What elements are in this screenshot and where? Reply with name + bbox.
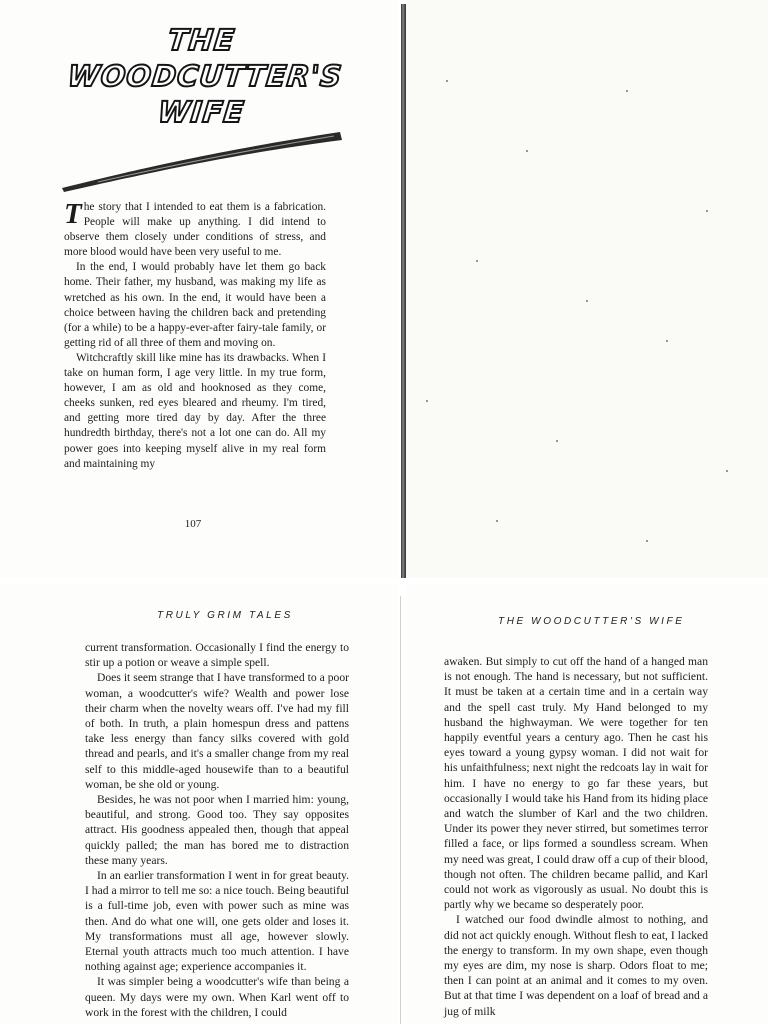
blank-page [406, 0, 768, 578]
paragraph: In an earlier transformation I went in for great beauty. I had a mirror to tell me so: a nice touch. Being beautiful is a full-time job, even with power such as mine was then. And do what one will, one gets older and loses it. My transformations must all age, however slowly. Eternal youth attracts much too much attention. I have nothing against age; experience accompanies it. [85, 869, 349, 974]
page-number: 107 [184, 518, 202, 530]
left-text-page [0, 584, 398, 1024]
right-text-page [406, 584, 768, 1024]
paragraph: awaken. But simply to cut off the hand of a hanged man is not enough. The hand is necessary, but not sufficient. It must be taken at a certain time and in a certain way and the spell cast truly. My Hand belonged to my husband the highwayman. We were together for ten happily eventful years a century ago. Then he cast his eyes toward a young gypsy woman. I did not wait for his unfaithfulness; next night the redcoats lay in wait for him. I have no energy to go far these years, but occasionally I would take his Hand from its hiding place and watch the slumber of Karl and the two children. Under its power they never stirred, but sometimes terror filled a face, or lips formed a soundless scream. When my need was great, I could draw off a cup of their blood, though not often. The children became pallid, and Karl could not work as vigorously as usual. No doubt this is partly why we became so desperately poor. [444, 655, 708, 912]
paragraph: I watched our food dwindle almost to nothing, and did not act quickly enough. Without flesh to eat, I lacked the energy to transform. In my own shape, even though my eyes are dim, my nose is sharp. Odors float to me; then I can point at an animal and it comes to my oven. But at that time I was dependent on a loaf of bread and a jug of milk [444, 913, 708, 1018]
paragraph: In the end, I would probably have let them go back home. Their father, my husband, was making my life as wretched as his own. In the end, it would have been a choice between having the children back and pretending (for a while) to be a happy-ever-after fairy-tale family, or getting rid of all three of them and moving on. [64, 261, 326, 349]
brush-stroke-ornament [58, 122, 348, 194]
title-line-1: THE [166, 23, 237, 57]
title-page [0, 0, 398, 578]
title-line-2: WOODCUTTER'S [66, 59, 344, 93]
paragraph: Does it seem strange that I have transformed to a poor woman, a woodcutter's wife? Wealth and power lose their charm when the novelty wears off. I've had my fill of both. In truth, a plain homespun dress and pattens take less energy than fancy silks covered with gold thread and pearls, and it's a smaller change from my real self to this middle-aged housewife than to a beautiful woman, be she old or young. [85, 671, 349, 791]
paragraph: he story that I intended to eat them is a fabrication. People will make up anything. I did intend to observe them closely under conditions of stress, and more blood would have been very useful to me. [64, 201, 326, 259]
left-page-text [85, 640, 349, 1020]
title-line-3: WIFE [156, 95, 247, 129]
drop-cap: T [64, 198, 82, 230]
story-opening-text [64, 200, 326, 472]
paragraph: Witchcraftly skill like mine has its drawbacks. When I take on human form, I age very little. In my true form, however, I am as old and hooknosed as they come, cheeks sunken, red eyes bleared and rheumy. I'm tired, and getting more tired day by day. After the three hundredth birthday, there's not a lot one can do. All my power goes into keeping myself alive in my real form and maintaining my [64, 351, 326, 470]
running-head: TRULY GRIM TALES [157, 610, 293, 621]
right-page-text [444, 654, 708, 1019]
paragraph: It was simpler being a woodcutter's wife than being a queen. My days were my own. When Karl went off to work in the forest with the children, I could [85, 975, 349, 1019]
paragraph: Besides, he was not poor when I married him: young, beautiful, and strong. Good too. They say opposites attract. His goodness appealed then, though that appeal quickly palled; the man has bored me to distraction these many years. [85, 793, 349, 867]
page-gutter [400, 596, 401, 1024]
paragraph: current transformation. Occasionally I find the energy to stir up a potion or weave a simple spell. [85, 641, 349, 670]
running-head: THE WOODCUTTER'S WIFE [498, 616, 685, 627]
